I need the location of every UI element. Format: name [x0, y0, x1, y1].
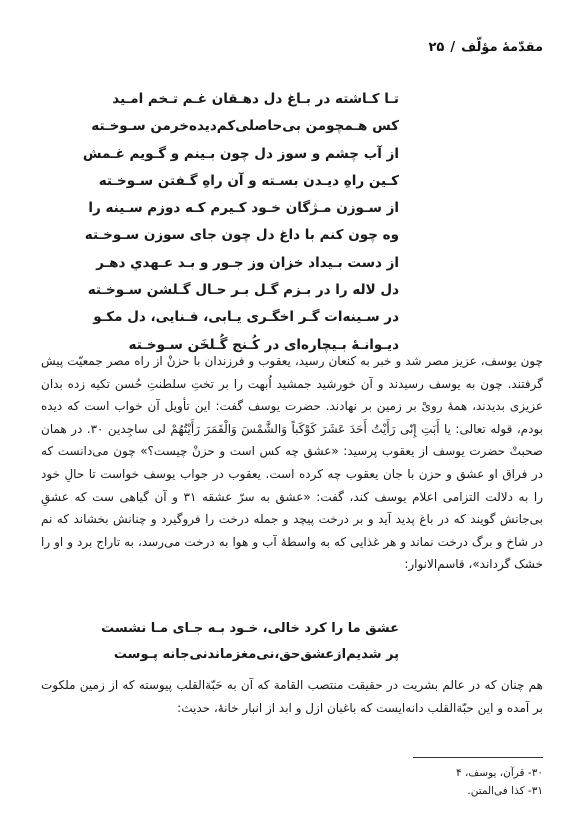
header-separator: /	[450, 40, 456, 55]
verse-line: پر شدیم‌ازعشق‌حق،نی‌مغزماندنی‌جانه پـوست	[113, 647, 399, 662]
poem-line: در سـینه‌ات گـر اخگـری یـابی، فـنایی، دل مکـو	[93, 309, 399, 326]
page-number: ۲۵	[428, 40, 445, 55]
footnotes	[243, 764, 543, 800]
poem-line: دل لاله را در بـزم گـل بـر حـال گـلشن سـوخـته	[87, 282, 399, 299]
chapter-title: مقدّمهٔ مؤلّف	[461, 40, 543, 55]
poem-line: تـا کـاشته در بـاغ دل دهـقان غـم تـخم امـید	[112, 91, 399, 107]
poem-block	[82, 86, 399, 359]
poem-line: از سـوزن مـژگان خـود کـیرم کـه دوزم سـینه را	[88, 200, 399, 217]
paragraph: چون یوسف، عزیز مصر شد و خبر به کنعان رسید، یعقوب و فرزندان با حزنْ از راه مصر جمعیّت پیش گرفتند. چون به یوسف رسیدند و آن خورشید جمشید اُبهت را بر تختِ سلطنتِ حُسن تکیه زده بدان عزیزی بدیدند، همهٔ رویْ بر زمین بر نهادند. حضرت یوسف گفت: این تأویل آن خواب است که دیده بودم، قوله تعالی: یا أَبَتِ إِنّی رَأَیْتُ أَحَدَ عَشَرَ کَوْکَباً وَالشَّمْسَ وَالْقَمَرَ رَأَیْتُهُمْ لی ساجِدین ۳۰. در همان صحبتْ حضرت یوسف از یعقوب پرسید: «عشق چه کس است و حزنْ چیست؟» چون می‌دانست که در فراق او عشق و حزن با جان یعقوب چه کرده است. یعقوب در جواب یوسف خواست تا حالِ خود را به دلالت التزامی اعلام یوسف کند، گفت: «عشق به سرّ عشقه ۳۱ و آن گیاهی ست که عشقِ بی‌جانش گویند که در باغ پدید آید و بر درخت پیچد و جمله درخت را فروگیرد و چنانش بخشاند که نم در شاخ و برگ درخت نماند و هر غذایی که به واسطهٔ آب و هوا به درخت می‌رسد، به تاراج برد و او را خشک گرداند»، قاسم‌الانوار:	[41, 354, 543, 572]
prose-body-continued	[41, 674, 543, 719]
footnote: ۳۱- کذا فی‌المتن.	[467, 785, 543, 797]
poem-line: کـین راهِ دیـدن بسـته و آن راهِ گـفتن سـوخـته	[98, 172, 399, 189]
verse-line: عشق ما را کرد خالی، خـود بـه جـای مـا نشست	[101, 621, 399, 636]
quoted-verse	[101, 616, 399, 668]
poem-line: از آب چشم و سوز دل چون بـینم و گـویم غـمش	[82, 145, 399, 162]
footnote-divider	[413, 757, 543, 758]
poem-line: دیـوانـهٔ بـیچاره‌ای در کُـنج گُـلخَن سـوخـته	[128, 336, 399, 353]
prose-body	[41, 350, 543, 576]
poem-line: از دست بـیداد خزان وز جـور و بـد عـهدي دهـر	[96, 254, 399, 271]
footnote: ۳۰- قرآن، یوسف، ۴	[456, 767, 543, 779]
poem-line: وه چون کنم با داغ دل چون جای سوزن سـوخـته	[84, 227, 399, 244]
paragraph: هم چنان که در عالم بشریت در حقیقت منتصب القامة که آن به حَبّة‌القلب پیوسته که از زمین ملکوت بر آمده و این حبّة‌القلب دانه‌ایست که باغبان ازل و ابد از انبار خانهٔ، حدیث:	[41, 678, 543, 715]
running-header	[428, 40, 543, 55]
poem-line: کس هـمچومن بی‌حاصلی‌کم‌دیده‌خرمن سـوخـته	[91, 118, 399, 135]
